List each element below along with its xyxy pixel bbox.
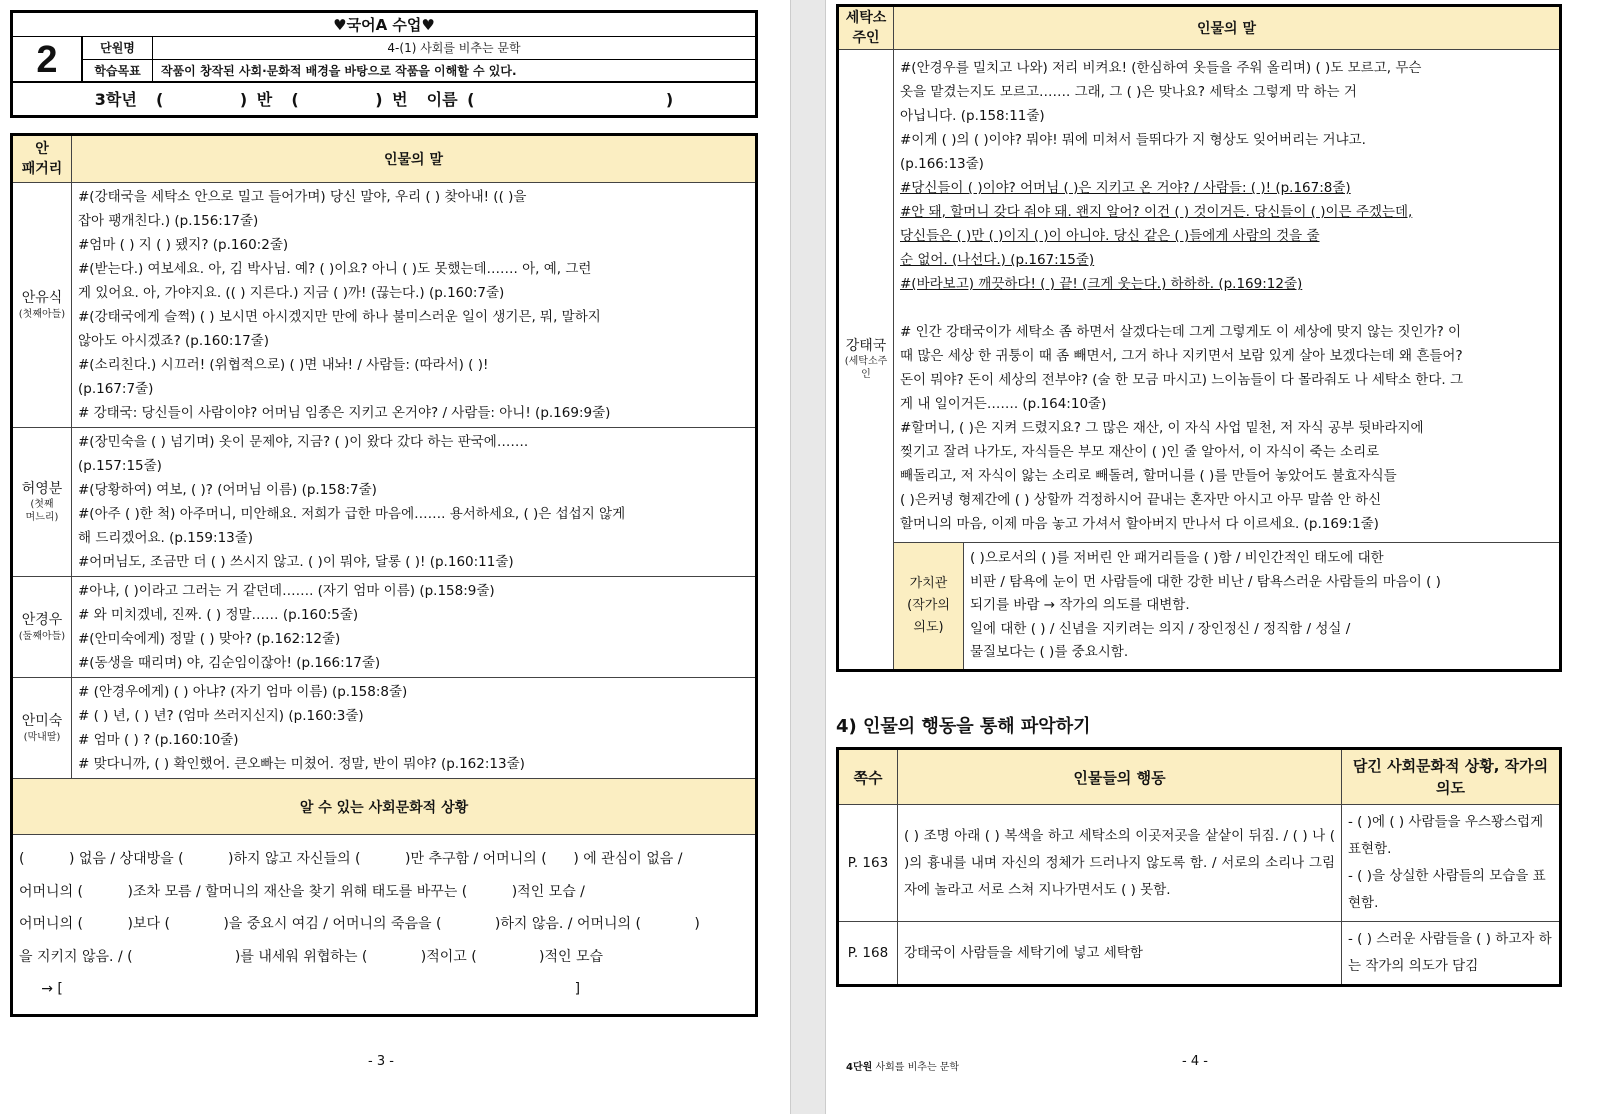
speech-lines: #(장민숙을 ( ) 넘기며) 옷이 문제야, 지금? ( )이 왔다 갔다 하는 판국에……. (p.157:15줄) #(당황하여) 여보, ( )? (어머님 이름) (p.158:7줄) #(아주 ( )한 척) 아주머니, 미안해요. 저희가 급한 마음에……. 용서하세요, ( )은 섭섭지 않게 해 드리겠어요. (p.159:13줄) #어머님도, 조금만 더 ( ) 쓰시지 않고. ( )이 뭐야, 달롱 ( )! (p.160:11줄) <box>72 428 757 577</box>
situation-header: 알 수 있는 사회문화적 상황 <box>12 779 757 835</box>
owner-speech-table <box>836 4 1562 672</box>
actions-table <box>836 747 1562 987</box>
col-header-owner: 세탁소 주인 <box>838 6 894 50</box>
speech-lines: #(안경우를 밀치고 나와) 저리 비켜요! (한심하여 옷들을 주워 올리며) ( )도 모르고, 무슨 옷을 맡겼는지도 모르고……. 그래, 그 ( )은 맞나요? 세탁소 그렇게 막 하는 거 아닙니다. (p.158:11줄) #이게 ( )의 ( )이야? 뭐야! 뭐에 미쳐서 들뛰다가 지 형상도 잊어버리는 거냐고. (p.166:13줄) #당신들이 ( )이야? 어머님 ( )은 지키고 온 거야? / 사람들: ( )! (p.167:8줄) #안 돼, 할머니 갖다 줘야 돼. 왠지 알어? 이건 ( ) 것이거든. 당신들이 ( )이믄 주겠는데, 당신들은 ( )만 ( )이지 ( )이 아니야. 당신 같은 ( )들에게 사람의 것을 줄 순 없어. (나선다.) (p.167:15줄) #(바라보고) 깨끗하다! ( ) 끝! (크게 웃는다.) 하하하. (p.169:12줄) # 인간 강태국이가 세탁소 좀 하면서 살겠다는데 그게 그렇게도 이 세상에 맞지 않는 짓인가? 이 때 많은 세상 한 귀퉁이 때 좀 빼면서, 그거 하나 지키면서 보람 있게 살아 보겠다는데 왜 흔들어? 돈이 뭐야? 돈이 세상의 전부야? (술 한 모금 마시고) 느이놈들이 다 몰라줘도 나 세탁소 한다. 그 게 내 일이거든……. (p.164:10줄) #할머니, ( )은 지켜 드렸지요? 그 많은 재산, 이 자식 사업 밑천, 저 자식 공부 뒷바라지에 찢기고 잘려 나가도, 자식들은 부모 재산이 ( )인 줄 알아서, 이 자식이 죽는 소리로 빼돌리고, 저 자식이 앓는 소리로 빼돌려, 할머니를 ( )를 만들어 놓았어도 불효자식들 ( )은커녕 형제간에 ( ) 상할까 걱정하시어 끝내는 혼자만 아시고 아무 말씀 안 하신 할머니의 마음, 이제 마음 놓고 가셔서 할아버지 만나서 다 이르세요. (p.169:1줄) <box>894 50 1561 543</box>
characters-speech-table <box>10 133 758 1017</box>
table-row <box>12 428 757 577</box>
character-name: 안유식 (첫째아들) <box>12 183 72 428</box>
section-4-title: 4) 인물의 행동을 통해 파악하기 <box>836 716 1091 737</box>
action-cell: 강태국이 사람들을 세탁기에 넣고 세탁함 <box>898 922 1342 986</box>
unit-row <box>83 37 755 60</box>
table-row <box>12 678 757 779</box>
unit-label: 단원명 <box>83 37 153 59</box>
character-name: 허영분 (첫째 며느리) <box>12 428 72 577</box>
situation-body: ( ) 없음 / 상대방을 ( )하지 않고 자신들의 ( )만 추구함 / 어머니의 ( ) 에 관심이 없음 / 어머니의 ( )조차 모름 / 할머니의 재산을 찾기 위해 태도를 바꾸는 ( )적인 모습 / 어머니의 ( )보다 ( )을 중요시 여김 / 어머니의 죽음을 ( )하지 않음. / 어머니의 ( ) 을 지키지 않음. / ( )를 내세워 위협하는 ( )적이고 ( )적인 모습 → [ ] <box>12 835 757 1016</box>
goal-label: 학습목표 <box>83 60 153 81</box>
footer-unit: 4단원 사회를 비추는 문학 <box>846 1062 960 1073</box>
action-cell: ( ) 조명 아래 ( ) 복색을 하고 세탁소의 이곳저곳을 샅샅이 뒤짐. / ( ) 나 ( )의 흉내를 내며 자신의 정체가 드러나지 않도록 함. / 서로의 소리나 그림자에 놀라고 서로 스쳐 지나가면서도 ( ) 못함. <box>898 805 1342 922</box>
col-header-page: 쪽수 <box>838 749 898 805</box>
table-row <box>838 922 1561 986</box>
page-cell: P. 163 <box>838 805 898 922</box>
worksheet-header <box>10 10 758 118</box>
speech-lines: # (안경우에게) ( ) 아냐? (자기 엄마 이름) (p.158:8줄) # ( ) 년, ( ) 년? (엄마 쓰러지신지) (p.160:3줄) # 엄마 ( ) ? (p.160:10줄) # 맞다니까, ( ) 확인했어. 큰오빠는 미쳤어. 정말, 반이 뭐야? (p.162:13줄) <box>72 678 757 779</box>
unit-value: 4-(1) 사회를 비추는 문학 <box>387 41 521 55</box>
col-header-meaning: 담긴 사회문화적 상황, 작가의 의도 <box>1342 749 1561 805</box>
page-cell: P. 168 <box>838 922 898 986</box>
page-number-left: - 3 - <box>368 1054 394 1069</box>
speech-lines: #(강태국을 세탁소 안으로 밀고 들어가며) 당신 말야, 우리 ( ) 찾아내! (( )을 잡아 팽개친다.) (p.156:17줄) #엄마 ( ) 지 ( ) 됐지? (p.160:2줄) #(받는다.) 여보세요. 아, 김 박사님. 예? ( )이요? 아니 ( )도 못했는데……. 아, 예, 그런 게 있어요. 아, 가야지요. (( ) 지른다.) 지금 ( )까! (끊는다.) (p.160:7줄) #(강태국에게 슬쩍) ( ) 보시면 아시겠지만 만에 하나 불미스러운 일이 생기믄, 뭐, 말하지 않아도 아시겠죠? (p.160:17줄) #(소리친다.) 시끄러! (위협적으로) ( )면 내놔! / 사람들: (따라서) ( )! (p.167:7줄) # 강태국: 당신들이 사람이야? 어머님 임종은 지키고 온거야? / 사람들: 아니! (p.169:9줄) <box>72 183 757 428</box>
table-row <box>838 50 1561 543</box>
page-gutter <box>790 0 826 1114</box>
goal-row <box>83 60 755 83</box>
table-row <box>838 805 1561 922</box>
class-name-line: 3학년 ( ) 반 ( ) 번 이름 ( ) <box>94 90 674 109</box>
meaning-cell: - ( ) 스러운 사람들을 ( ) 하고자 하는 작가의 의도가 담김 <box>1342 922 1561 986</box>
table-row <box>12 183 757 428</box>
character-name: 강태국 (세탁소주 인 <box>838 50 894 671</box>
page-3 <box>0 0 790 1114</box>
values-label: 가치관 (작가의 의도) <box>894 543 964 671</box>
col-header-group: 안 패거리 <box>12 135 72 183</box>
page-number-right: - 4 - <box>1182 1054 1208 1069</box>
meaning-cell: - ( )에 ( ) 사람들을 우스꽝스럽게 표현함. - ( )을 상실한 사람들의 모습을 표현함. <box>1342 805 1561 922</box>
header-title: ♥국어A 수업♥ <box>13 13 755 37</box>
goal-value: 작품이 창작된 사회·문화적 배경을 바탕으로 작품을 이해할 수 있다. <box>161 64 517 78</box>
values-text: ( )으로서의 ( )를 저버린 안 패거리들을 ( )함 / 비인간적인 태도에 대한 비판 / 탐욕에 눈이 먼 사람들에 대한 강한 비난 / 탐욕스러운 사람들의 마음이 ( ) 되기를 바람 → 작가의 의도를 대변함. 일에 대한 ( ) / 신념을 지키려는 의지 / 장인정신 / 정직함 / 성실 / 물질보다는 ( )를 중요시함. <box>964 543 1561 671</box>
lesson-number: 2 <box>13 37 83 83</box>
col-header-speech: 인물의 말 <box>72 135 757 183</box>
character-name: 안경우 (둘째아들) <box>12 577 72 678</box>
character-name: 안미숙 (막내딸) <box>12 678 72 779</box>
col-header-speech-right: 인물의 말 <box>894 6 1561 50</box>
speech-lines: #아냐, ( )이라고 그러는 거 같던데……. (자기 엄마 이름) (p.158:9줄) # 와 미치겠네, 진짜. ( ) 정말…… (p.160:5줄) #(안미숙에게) 정말 ( ) 맞아? (p.162:12줄) #(동생을 때리며) 야, 김순임이잖아! (p.166:17줄) <box>72 577 757 678</box>
col-header-actions: 인물들의 행동 <box>898 749 1342 805</box>
table-row <box>12 577 757 678</box>
